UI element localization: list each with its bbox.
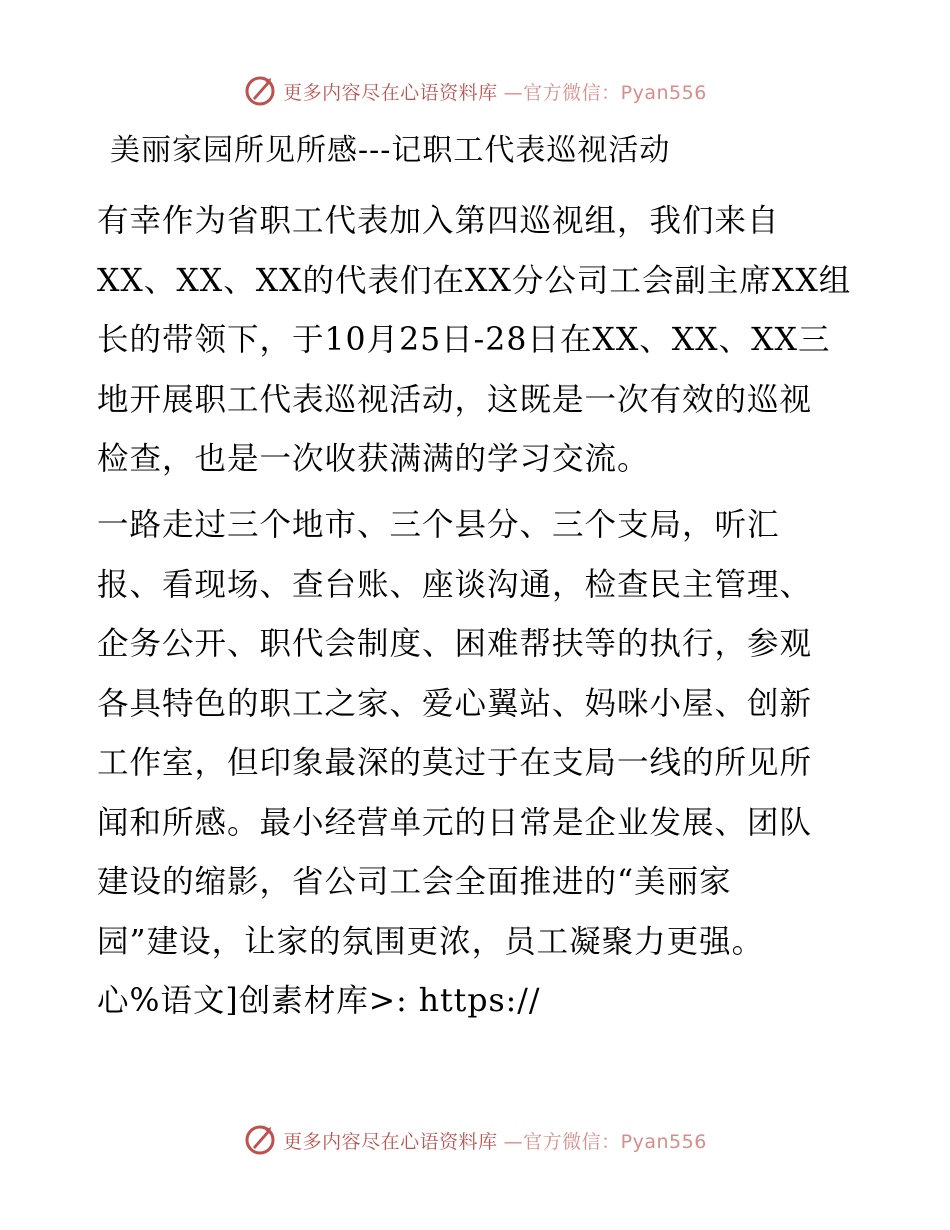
quill-pen-logo-icon (243, 1123, 277, 1157)
footer-watermark (0, 1123, 950, 1157)
header-watermark (0, 74, 950, 108)
text-line: 园”建设，让家的氛围更浓，员工凝聚力更强。 (97, 923, 765, 960)
paragraph-1 (97, 192, 857, 490)
text-line: XX、XX、XX的代表们在XX分公司工会副主席XX组 (97, 262, 852, 299)
watermark-main-text: 更多内容尽在心语资料库 (283, 1130, 498, 1153)
document-title: 美丽家园所见所感---记职工代表巡视活动 (110, 133, 671, 168)
text-line: 检查，也是一次收获满满的学习交流。 (97, 441, 650, 477)
text-line: 报、看现场、查台账、座谈沟通，检查民主管理、 (97, 566, 813, 603)
text-line: 工作室，但印象最深的莫过于在支局一线的所见所 (97, 745, 813, 781)
text-line: 长的带领下，于10月25日-28日在XX、XX、XX三 (97, 322, 831, 358)
paragraph-2 (97, 496, 857, 1032)
text-line: 心%语文]创素材库>: https:// (97, 983, 541, 1019)
watermark-sub-text: —官方微信：Pyan556 (503, 1130, 707, 1153)
text-line: 有幸作为省职工代表加入第四巡视组，我们来自 (97, 203, 780, 239)
text-line: 企务公开、职代会制度、困难帮扶等的执行，参观 (97, 626, 813, 662)
text-line: 闻和所感。最小经营单元的日常是企业发展、团队 (97, 804, 813, 841)
text-line: 地开展职工代表巡视活动，这既是一次有效的巡视 (97, 381, 813, 418)
text-line: 一路走过三个地市、三个县分、三个支局，听汇 (97, 507, 780, 543)
text-line: 各具特色的职工之家、爱心翼站、妈咪小屋、创新 (97, 685, 813, 722)
watermark-main-text: 更多内容尽在心语资料库 (283, 81, 498, 104)
text-line: 建设的缩影，省公司工会全面推进的“美丽家 (97, 864, 732, 900)
quill-pen-logo-icon (243, 74, 277, 108)
watermark-sub-text: —官方微信：Pyan556 (503, 81, 707, 104)
